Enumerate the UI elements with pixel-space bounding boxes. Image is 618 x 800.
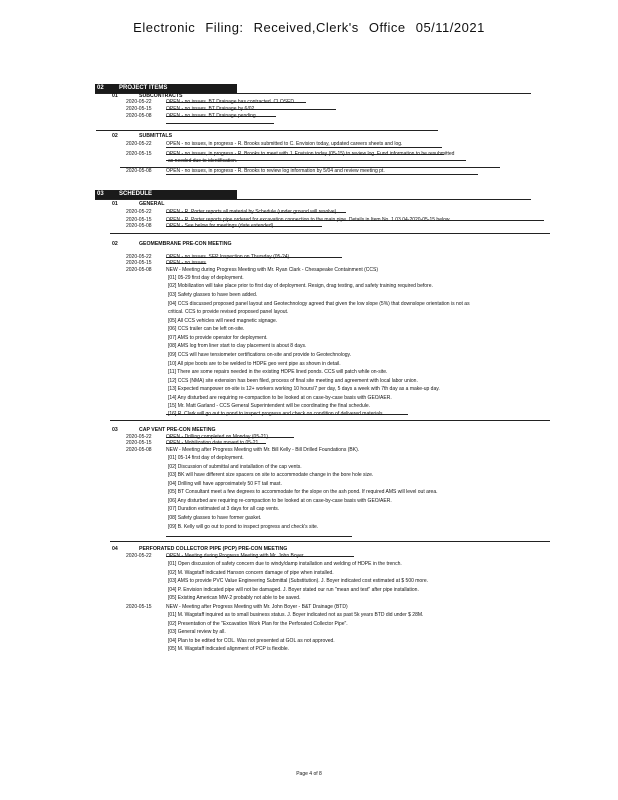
entry-text: [11] There are some repairs needed in the existing HDPE lined ponds. CCS will patch while on-site.: [168, 369, 388, 375]
minutes-entry: [168, 464, 302, 470]
minutes-entry: [126, 209, 338, 215]
entry-text: [04] P. Envision indicated pipe will not be damaged. J. Boyer stated our run "mean and test" after pipe installation.: [168, 587, 419, 593]
entry-text: [07] AMS to provide operator for deployment.: [168, 335, 268, 341]
entry-text: [01] 05-14 first day of deployment.: [168, 455, 244, 461]
entry-text: OPEN - no issues, in progress - R. Brooks submitted to C. Envision today, updated careers sheets and log.: [166, 141, 403, 147]
entry-text: OPEN - Mobilization date moved to 05-21.: [166, 440, 260, 446]
subsection-number: 02: [112, 241, 118, 247]
entry-date: 2020-05-08: [126, 168, 152, 174]
minutes-entry: [168, 570, 334, 576]
minutes-entry: [168, 403, 370, 409]
entry-text: [08] Safety glasses to have former gasket.: [168, 515, 262, 521]
section-header: [95, 190, 237, 199]
minutes-entry: [168, 629, 226, 635]
underline-rule: [110, 233, 550, 234]
entry-text: [07] Duration estimated at 3 days for all cap vents.: [168, 506, 280, 512]
minutes-entry: [126, 604, 348, 610]
minutes-entry: [168, 352, 351, 358]
section-header: [95, 84, 237, 93]
entry-text: OPEN - Meeting during Progress Meeting with Mr. John Boyer.: [166, 553, 305, 559]
entry-date: 2020-05-15: [126, 217, 152, 223]
entry-text: OPEN - no issues.: [166, 260, 208, 266]
minutes-entry: [168, 369, 387, 375]
entry-date: 2020-05-22: [126, 254, 152, 260]
minutes-entry: [168, 301, 470, 307]
underline-rule: [166, 123, 274, 124]
minutes-entry: [168, 378, 418, 384]
minutes-entry: [126, 223, 275, 229]
entry-text: OPEN - R. Porter reports pipe ordered for excavation connection to the main pipe. Details in Item No. 1.03.04-2020-05-15 below.: [166, 217, 451, 223]
entry-text: OPEN - no issues, in progress - R. Brooks to meet with J. Envision today (05-15) to review log. Fund information to be resubmitted: [166, 151, 455, 157]
entry-text: OPEN - no issues. BT Drainage pending.: [166, 113, 258, 119]
entry-text: [09] CCS will have tensiometer certifications on-site and provide to Geotechnology.: [168, 352, 352, 358]
entry-text: OPEN - Drilling completed on Monday (05-21).: [166, 434, 270, 440]
minutes-entry: [126, 106, 256, 112]
underline-rule: [110, 541, 550, 542]
minutes-entry: [126, 113, 257, 119]
entry-text: [14] Any disturbed are requiring re-compaction to be looked at on case-by-case basis with GEO/AER.: [168, 395, 392, 401]
underline-rule: [110, 420, 550, 421]
entry-text: OPEN - no issues. BT Drainage has contracted. CLOSED: [166, 99, 295, 105]
entry-date: 2020-05-08: [126, 113, 152, 119]
minutes-entry: [168, 506, 279, 512]
entry-date: 2020-05-08: [126, 223, 152, 229]
entry-text: as needed due to identification.: [168, 158, 238, 164]
entry-date: 2020-05-22: [126, 434, 152, 440]
subsection-number: 01: [112, 201, 118, 207]
minutes-entry: [168, 481, 282, 487]
section-number: 03: [97, 191, 104, 197]
minutes-entry: [126, 447, 359, 453]
minutes-entry: [126, 168, 385, 174]
subsection-heading: [112, 201, 164, 207]
minutes-entry: [126, 99, 294, 105]
underline-rule: [166, 174, 478, 175]
entry-text: [08] AMS log from liner start to clay placement is about 8 days.: [168, 343, 307, 349]
entry-text: NEW - Meeting after Progress Meeting with Mr. John Boyer - B&T Drainage (BTD): [166, 604, 348, 610]
entry-text: [01] Open discussion of safety concern due to windy/damp installation and welding of HDPE in the trench.: [168, 561, 402, 567]
minutes-entry: [168, 318, 277, 324]
entry-text: [09] B. Kelly will go out to pond to inspect progress and check's site.: [168, 524, 319, 530]
minutes-entry: [126, 151, 454, 157]
subsection-heading: [112, 427, 216, 433]
entry-text: [04] Plan to be edited for COL. Was not presented at GOL as not approved.: [168, 638, 335, 644]
subsection-heading: [112, 546, 287, 552]
entry-date: 2020-05-15: [126, 260, 152, 266]
underline-rule: [166, 147, 442, 148]
minutes-entry: [168, 524, 318, 530]
minutes-entry: [168, 489, 438, 495]
subsection-title: GENERAL: [139, 201, 165, 207]
minutes-entry: [168, 472, 373, 478]
section-title: SCHEDULE: [119, 191, 153, 197]
subsection-number: 02: [112, 133, 118, 139]
minutes-entry: [168, 275, 244, 281]
entry-date: 2020-05-22: [126, 553, 152, 559]
section-number: 02: [97, 85, 104, 91]
subsection-number: 01: [112, 93, 118, 99]
entry-text: [16] R. Clark will go out to pond to inspect progress and check on condition of delivered materials.: [168, 411, 384, 417]
subsection-title: PERFORATED COLLECTOR PIPE (PCP) PRE-CON MEETING: [139, 546, 288, 552]
minutes-entry: [168, 309, 288, 315]
entry-text: [05] M. Wagstaff indicated alignment of PCP is flexible.: [168, 646, 290, 652]
subsection-title: GEOMEMBRANE PRE-CON MEETING: [139, 241, 232, 247]
minutes-entry: [126, 267, 378, 273]
entry-text: [13] Expected manpower on-site is 12+ workers working 10 hours/7 per day, 5 days a week with 7th day as a make-up day.: [168, 386, 440, 392]
entry-text: OPEN - no issues. BT Drainage by 6/02.: [166, 106, 256, 112]
filing-stamp: Electronic Filing: Received,Clerk's Office 05/11/2021: [133, 20, 485, 35]
entry-text: [04] CCS discussed proposed panel layout and Geotechnology agreed that given the low slope (5%) that downslope orientation is not as: [168, 301, 470, 307]
subsection-heading: [112, 241, 232, 247]
minutes-entry: [168, 638, 335, 644]
entry-text: NEW - Meeting during Progress Meeting with Mr. Ryan Clark - Chesapeake Containment (CCS): [166, 267, 379, 273]
minutes-entry: [168, 595, 300, 601]
minutes-entry: [168, 386, 440, 392]
minutes-entry: [168, 158, 237, 164]
underline-rule: [96, 130, 438, 131]
minutes-entry: [168, 343, 306, 349]
subsection-title: SUBMITTALS: [139, 133, 173, 139]
subsection-heading: [112, 133, 172, 139]
entry-text: [03] BK will have different size spacers on site to accommodate change in the bore hole size.: [168, 472, 374, 478]
subsection-title: CAP VENT PRE-CON MEETING: [139, 427, 216, 433]
entry-date: 2020-05-15: [126, 151, 152, 157]
minutes-entry: [168, 361, 341, 367]
entry-text: OPEN - no issues. SEP Inspection on Thursday (05-24).: [166, 254, 291, 260]
minutes-entry: [168, 335, 268, 341]
entry-text: [12] CCS (NMA) site extension has been filed, process of final site meeting and agreement with local labor union.: [168, 378, 418, 384]
entry-date: 2020-05-15: [126, 106, 152, 112]
entry-text: [03] Safety glasses to have been added.: [168, 292, 258, 298]
entry-text: [02] M. Wagstaff indicated Hanson concern damage of pipe when installed.: [168, 570, 334, 576]
entry-text: [02] Mobilization will take place prior to first day of deployment. Resign, drag testing, and safety training required before.: [168, 283, 433, 289]
entry-text: critical. CCS to provide revised proposed panel layout.: [168, 309, 289, 315]
minutes-entry: [168, 395, 392, 401]
page-number: Page 4 of 8: [296, 771, 322, 777]
section-title: PROJECT ITEMS: [119, 85, 168, 91]
section-rule: [95, 199, 531, 200]
minutes-entry: [168, 646, 289, 652]
entry-text: [05] All CCS vehicles will need magnetic signage.: [168, 318, 278, 324]
entry-date: 2020-05-08: [126, 267, 152, 273]
minutes-entry: [126, 440, 260, 446]
entry-text: [02] Presentation of the "Excavation Work Plan for the Perforated Collector Pipe".: [168, 621, 348, 627]
entry-date: 2020-05-22: [126, 209, 152, 215]
minutes-entry: [168, 326, 244, 332]
entry-date: 2020-05-22: [126, 99, 152, 105]
minutes-entry: [168, 612, 423, 618]
minutes-entry: [168, 411, 384, 417]
entry-text: [01] M. Wagstaff inquired as to small business status. J. Boyer indicated not as past 5k years BTD did under $ 28M.: [168, 612, 424, 618]
minutes-entry: [168, 515, 261, 521]
minutes-entry: [126, 141, 402, 147]
entry-text: OPEN - R. Porter reports all material by Schedule (under ground will resolve).: [166, 209, 338, 215]
entry-text: [03] General review by all.: [168, 629, 226, 635]
entry-text: [15] Mr. Matt Garland - CCS General Superintendent will be coordinating the final schedule.: [168, 403, 371, 409]
minutes-entry: [168, 283, 433, 289]
subsection-number: 04: [112, 546, 118, 552]
entry-text: [10] All pipe boots are to be welded to HDPE geo vent pipe as shown in detail.: [168, 361, 341, 367]
entry-text: [04] Drilling will have approximately 50 FT tail mast.: [168, 481, 282, 487]
entry-text: [05] Existing American MW-2 probably not able to be saved.: [168, 595, 301, 601]
entry-text: [02] Discussion of submittal and installation of the cap vents.: [168, 464, 302, 470]
minutes-entry: [168, 621, 348, 627]
minutes-entry: [168, 578, 428, 584]
entry-date: 2020-05-15: [126, 440, 152, 446]
entry-date: 2020-05-08: [126, 447, 152, 453]
entry-text: [06] Any disturbed are requiring re-compaction to be looked at on case-by-case basis with GEO/AER.: [168, 498, 392, 504]
entry-text: NEW - Meeting after Progress Meeting with Mr. Bill Kelly - Bill Drilled Foundations (BK).: [166, 447, 360, 453]
entry-date: 2020-05-15: [126, 604, 152, 610]
minutes-entry: [168, 587, 419, 593]
subsection-title: SUBCONTRACTS: [139, 93, 183, 99]
minutes-entry: [168, 292, 257, 298]
minutes-entry: [168, 498, 392, 504]
entry-text: OPEN - See below for meetings (date extended).: [166, 223, 275, 229]
minutes-entry: [126, 260, 207, 266]
minutes-entry: [126, 553, 305, 559]
underline-rule: [166, 536, 352, 537]
entry-text: [03] AMS to provide PVC Value Engineering Submittal (Substitution). J. Boyer indicated cost estimated at $ 500 more.: [168, 578, 429, 584]
minutes-entry: [168, 455, 244, 461]
entry-text: [06] CCS trailer can be left on-site.: [168, 326, 245, 332]
entry-date: 2020-05-22: [126, 141, 152, 147]
entry-text: [05] BT Consultant meet a few degrees to accommodate for the slope on the ash pond. If required AMS will level out area.: [168, 489, 438, 495]
entry-text: [01] 05-29 first day of deployment.: [168, 275, 244, 281]
entry-text: OPEN - no issues, in progress - R. Brooks to review log information by 5/04 and review meeting pt.: [166, 168, 385, 174]
minutes-entry: [168, 561, 402, 567]
subsection-number: 03: [112, 427, 118, 433]
